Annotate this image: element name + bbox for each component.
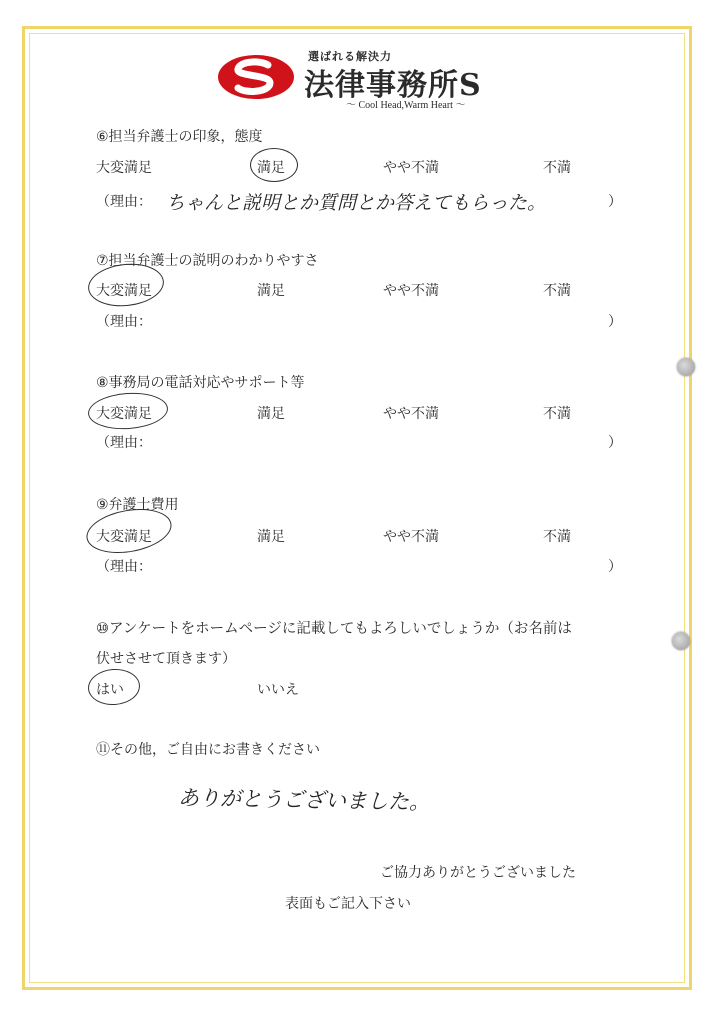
question-10-title-line2: 伏せさせて頂きます）	[96, 651, 236, 667]
q9-reason-label: （理由：	[96, 559, 152, 575]
q7-option-somewhat-dissatisfied: やや不満	[383, 283, 439, 299]
q9-option-very-satisfied: 大変満足	[96, 529, 152, 545]
punch-hole-top	[677, 358, 695, 376]
question-6-title: ⑥担当弁護士の印象，態度	[96, 129, 263, 145]
question-8-title: ⑧事務局の電話対応やサポート等	[96, 375, 305, 391]
q7-option-dissatisfied: 不満	[543, 283, 571, 299]
question-11-title: ⑪その他，ご自由にお書きください	[96, 742, 320, 758]
question-10-title-line1: ⑩アンケートをホームページに記載してもよろしいでしょうか（お名前は	[96, 621, 572, 637]
firm-name: 法律事務所S	[304, 68, 482, 103]
q8-option-satisfied: 満足	[257, 406, 285, 422]
q10-option-yes: はい	[96, 682, 124, 698]
q9-option-satisfied: 満足	[257, 529, 285, 545]
q6-reason-handwriting: ちゃんと説明とか質問とか答えてもらった。	[166, 192, 547, 214]
q6-selection-circle	[250, 148, 298, 182]
q7-option-satisfied: 満足	[257, 283, 285, 299]
q6-option-dissatisfied: 不満	[543, 160, 571, 176]
question-9-title: ⑨弁護士費用	[96, 497, 179, 513]
q9-reason-close: ）	[608, 559, 622, 575]
question-7-title: ⑦担当弁護士の説明のわかりやすさ	[96, 253, 319, 269]
q6-option-very-satisfied: 大変満足	[96, 160, 152, 176]
q6-reason-close: ）	[608, 194, 622, 210]
thanks-note: ご協力ありがとうございました	[380, 865, 576, 881]
punch-hole-bottom	[672, 632, 690, 650]
q6-option-satisfied: 満足	[257, 160, 285, 176]
q7-reason-label: （理由：	[96, 314, 152, 330]
firm-motto: ～ Cool Head,Warm Heart ～	[346, 100, 466, 111]
q7-option-very-satisfied: 大変満足	[96, 283, 152, 299]
firm-logo	[216, 44, 516, 111]
q7-reason-close: ）	[608, 314, 622, 330]
back-side-note: 表面もご記入下さい	[285, 896, 411, 912]
firm-tagline: 選ばれる解決力	[308, 50, 392, 63]
q6-option-somewhat-dissatisfied: やや不満	[383, 160, 439, 176]
s-swoosh-icon	[216, 52, 296, 102]
q8-reason-close: ）	[608, 435, 622, 451]
q9-option-dissatisfied: 不満	[543, 529, 571, 545]
q9-option-somewhat-dissatisfied: やや不満	[383, 529, 439, 545]
q11-handwritten-answer: ありがとうございました。	[177, 785, 431, 815]
q8-option-dissatisfied: 不満	[543, 406, 571, 422]
q10-option-no: いいえ	[257, 682, 299, 698]
q8-option-somewhat-dissatisfied: やや不満	[383, 406, 439, 422]
q6-reason-label: （理由：	[96, 194, 152, 210]
q8-reason-label: （理由：	[96, 435, 152, 451]
q8-option-very-satisfied: 大変満足	[96, 406, 152, 422]
